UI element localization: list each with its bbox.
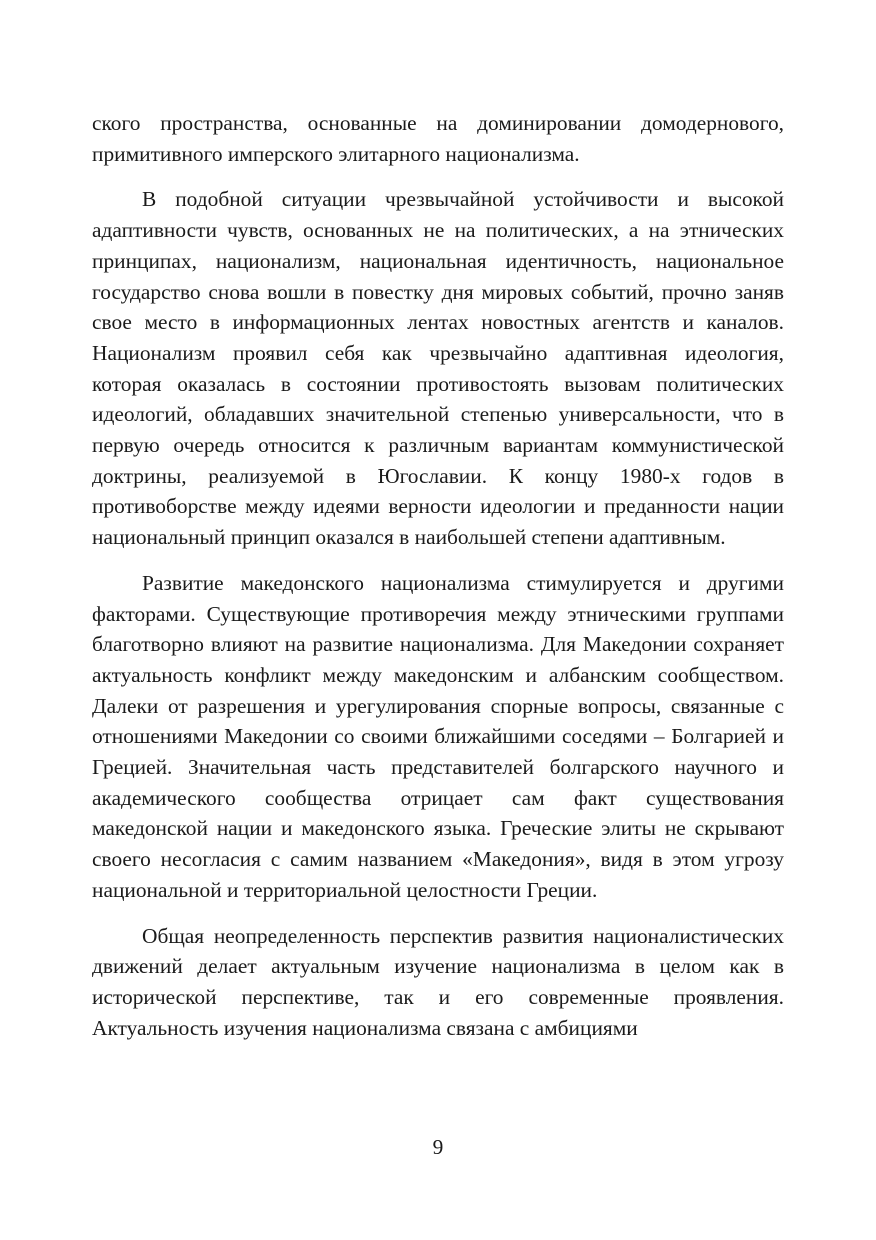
page-number: 9 <box>432 1135 444 1159</box>
paragraph-1: ского пространства, основанные на доминировании домодернового, примитивного имперского элитарного национализма. <box>92 111 784 166</box>
paragraph-2: В подобной ситуации чрезвычайной устойчивости и высокой адаптивности чувств, основанных не на политических, а на этнических принципах, национализм, национальная идентичность, национальное государство снова вошли в повестку дня мировых событий, прочно заняв свое место в информационных лентах новостных агентств и каналов. Национализм проявил себя как чрезвычайно адаптивная идеология, которая оказалась в состоянии противостоять вызовам политических идеологий, обладавших значительной степенью универсальности, что в первую очередь относится к различным вариантам коммунистической доктрины, реализуемой в Югославии. К концу 1980-х годов в противоборстве между идеями верности идеологии и преданности нации национальный принцип оказался в наибольшей степени адаптивным. <box>92 187 784 550</box>
paragraph-4: Общая неопределенность перспектив развития националистических движений делает актуальным изучение национализма в целом как в исторической перспективе, так и его современные проявления. Актуальность изучения национализма связана с амбициями <box>92 923 784 1040</box>
paragraph-3: Развитие македонского национализма стимулируется и другими факторами. Существующие противоречия между этническими группами благотворно влияют на развитие национализма. Для Македонии сохраняет актуальность конфликт между македонским и албанским сообществом. Далеки от разрешения и урегулирования спорные вопросы, связанные с отношениями Македонии со своими ближайшими соседями – Болгарией и Грецией. Значительная часть представителей болгарского научного и академического сообщества отрицает сам факт существования македонской нации и македонского языка. Греческие элиты не скрывают своего несогласия с самим названием «Македония», видя в этом угрозу национальной и территориальной целостности Греции. <box>92 570 784 902</box>
body-text <box>92 108 784 1043</box>
